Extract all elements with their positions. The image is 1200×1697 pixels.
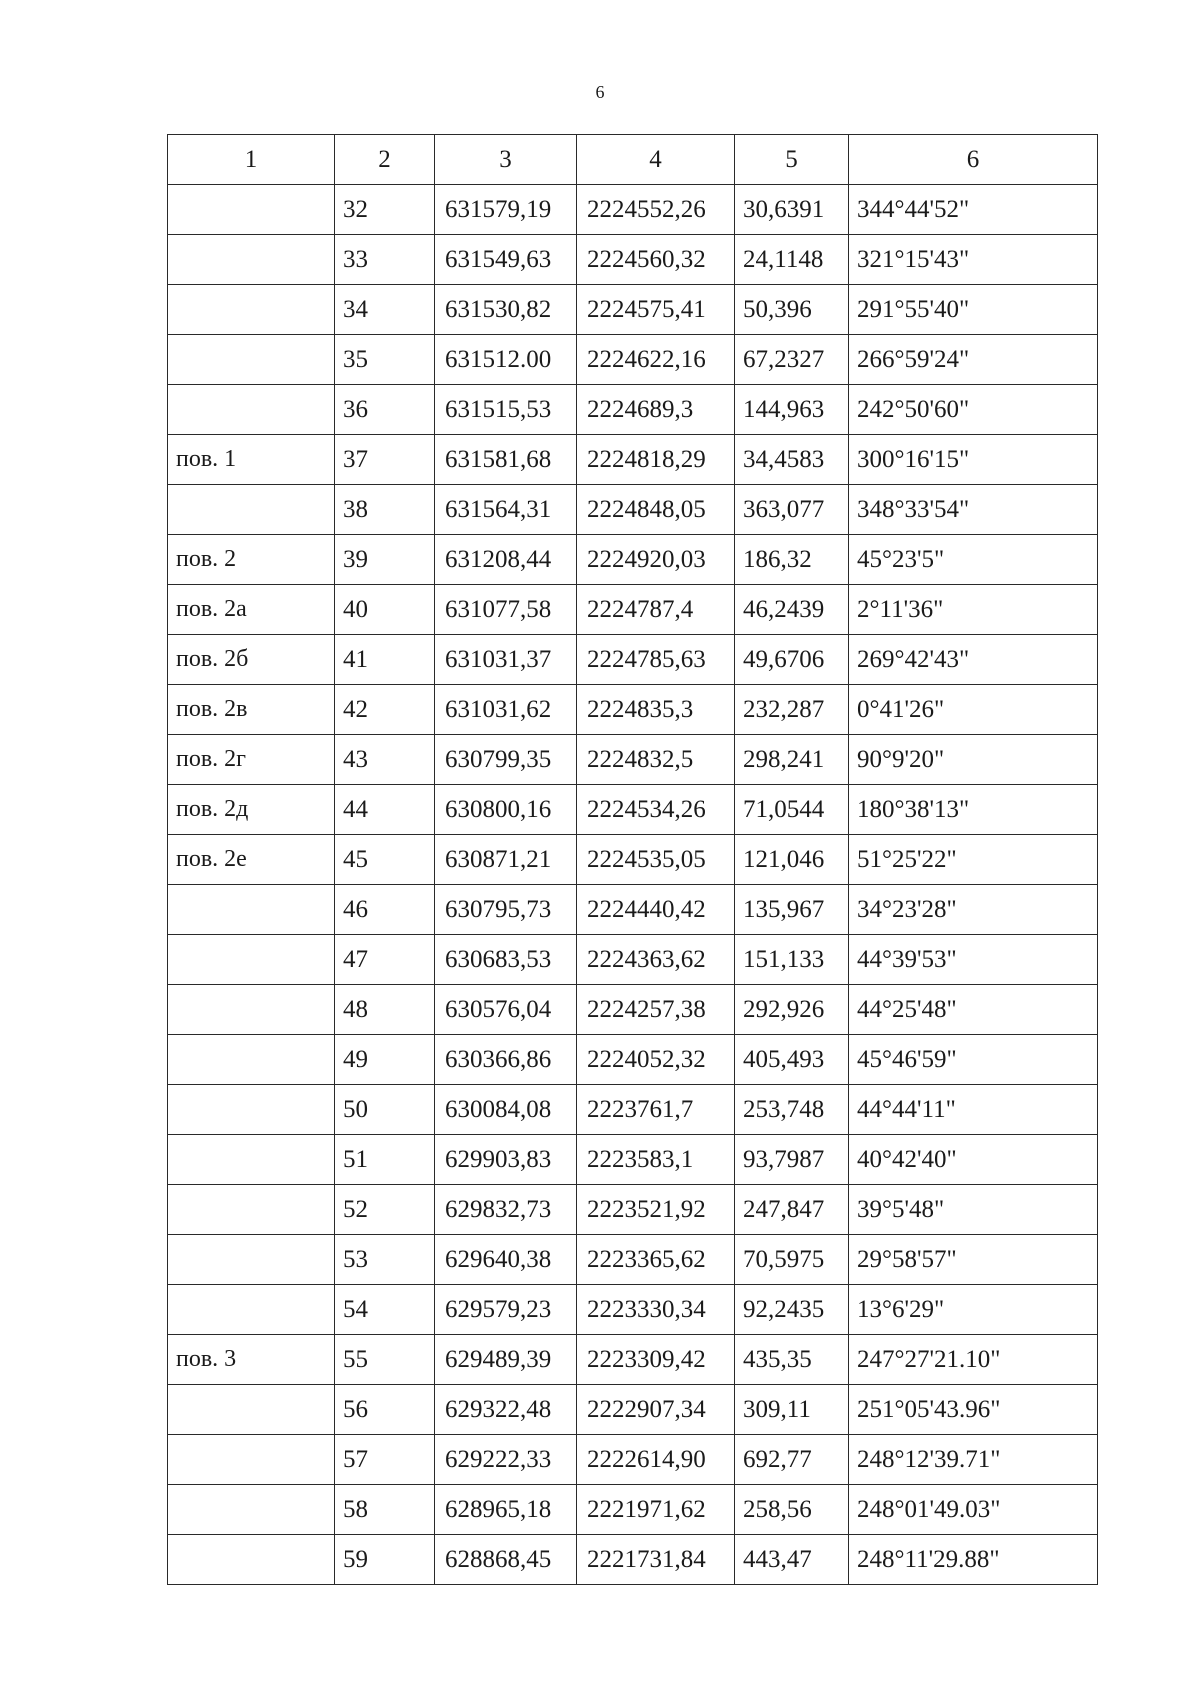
point-number-cell: 51 xyxy=(335,1135,435,1185)
distance-cell: 71,0544 xyxy=(735,785,849,835)
bearing-cell: 0°41'26" xyxy=(849,685,1098,735)
y-coordinate-cell: 2224534,26 xyxy=(577,785,735,835)
distance-cell: 50,396 xyxy=(735,285,849,335)
bearing-cell: 248°12'39.71" xyxy=(849,1435,1098,1485)
point-number-cell: 52 xyxy=(335,1185,435,1235)
header-cell-6: 6 xyxy=(849,135,1098,185)
table-row xyxy=(168,485,1098,535)
y-coordinate-cell: 2224689,3 xyxy=(577,385,735,435)
table-row xyxy=(168,335,1098,385)
distance-cell: 443,47 xyxy=(735,1535,849,1585)
table-row xyxy=(168,735,1098,785)
turn-label-cell xyxy=(168,1485,335,1535)
x-coordinate-cell: 631530,82 xyxy=(435,285,577,335)
bearing-cell: 44°39'53" xyxy=(849,935,1098,985)
point-number-cell: 46 xyxy=(335,885,435,935)
x-coordinate-cell: 629903,83 xyxy=(435,1135,577,1185)
turn-label-cell: пов. 2е xyxy=(168,835,335,885)
table-row xyxy=(168,235,1098,285)
x-coordinate-cell: 630799,35 xyxy=(435,735,577,785)
x-coordinate-cell: 628868,45 xyxy=(435,1535,577,1585)
turn-label-cell xyxy=(168,1085,335,1135)
x-coordinate-cell: 630795,73 xyxy=(435,885,577,935)
bearing-cell: 247°27'21.10" xyxy=(849,1335,1098,1385)
point-number-cell: 58 xyxy=(335,1485,435,1535)
point-number-cell: 34 xyxy=(335,285,435,335)
point-number-cell: 36 xyxy=(335,385,435,435)
table-row xyxy=(168,585,1098,635)
distance-cell: 435,35 xyxy=(735,1335,849,1385)
point-number-cell: 40 xyxy=(335,585,435,635)
point-number-cell: 47 xyxy=(335,935,435,985)
table-row xyxy=(168,785,1098,835)
distance-cell: 70,5975 xyxy=(735,1235,849,1285)
point-number-cell: 45 xyxy=(335,835,435,885)
bearing-cell: 348°33'54" xyxy=(849,485,1098,535)
turn-label-cell: пов. 2б xyxy=(168,635,335,685)
distance-cell: 121,046 xyxy=(735,835,849,885)
y-coordinate-cell: 2224552,26 xyxy=(577,185,735,235)
turn-label-cell xyxy=(168,335,335,385)
page-number: 6 xyxy=(595,82,605,102)
bearing-cell: 242°50'60" xyxy=(849,385,1098,435)
distance-cell: 46,2439 xyxy=(735,585,849,635)
turn-label-cell xyxy=(168,935,335,985)
turn-label-cell xyxy=(168,1035,335,1085)
table-row xyxy=(168,1085,1098,1135)
y-coordinate-cell: 2223365,62 xyxy=(577,1235,735,1285)
table-row xyxy=(168,1485,1098,1535)
x-coordinate-cell: 630871,21 xyxy=(435,835,577,885)
y-coordinate-cell: 2223761,7 xyxy=(577,1085,735,1135)
header-cell-3: 3 xyxy=(435,135,577,185)
table-row xyxy=(168,1385,1098,1435)
point-number-cell: 32 xyxy=(335,185,435,235)
bearing-cell: 34°23'28" xyxy=(849,885,1098,935)
y-coordinate-cell: 2224787,4 xyxy=(577,585,735,635)
x-coordinate-cell: 629222,33 xyxy=(435,1435,577,1485)
table-row xyxy=(168,1235,1098,1285)
point-number-cell: 37 xyxy=(335,435,435,485)
bearing-cell: 291°55'40" xyxy=(849,285,1098,335)
x-coordinate-cell: 631031,62 xyxy=(435,685,577,735)
bearing-cell: 40°42'40" xyxy=(849,1135,1098,1185)
y-coordinate-cell: 2224622,16 xyxy=(577,335,735,385)
distance-cell: 258,56 xyxy=(735,1485,849,1535)
x-coordinate-cell: 631512.00 xyxy=(435,335,577,385)
point-number-cell: 41 xyxy=(335,635,435,685)
y-coordinate-cell: 2224363,62 xyxy=(577,935,735,985)
y-coordinate-cell: 2222614,90 xyxy=(577,1435,735,1485)
y-coordinate-cell: 2224785,63 xyxy=(577,635,735,685)
point-number-cell: 38 xyxy=(335,485,435,535)
bearing-cell: 45°23'5" xyxy=(849,535,1098,585)
x-coordinate-cell: 631581,68 xyxy=(435,435,577,485)
bearing-cell: 300°16'15" xyxy=(849,435,1098,485)
header-cell-5: 5 xyxy=(735,135,849,185)
table-row xyxy=(168,1335,1098,1385)
x-coordinate-cell: 630366,86 xyxy=(435,1035,577,1085)
coordinates-table xyxy=(167,134,1098,1585)
header-cell-1: 1 xyxy=(168,135,335,185)
turn-label-cell xyxy=(168,1435,335,1485)
turn-label-cell xyxy=(168,1235,335,1285)
point-number-cell: 43 xyxy=(335,735,435,785)
x-coordinate-cell: 631031,37 xyxy=(435,635,577,685)
table-row xyxy=(168,935,1098,985)
y-coordinate-cell: 2224440,42 xyxy=(577,885,735,935)
point-number-cell: 48 xyxy=(335,985,435,1035)
distance-cell: 309,11 xyxy=(735,1385,849,1435)
distance-cell: 186,32 xyxy=(735,535,849,585)
distance-cell: 144,963 xyxy=(735,385,849,435)
y-coordinate-cell: 2224818,29 xyxy=(577,435,735,485)
table-row xyxy=(168,885,1098,935)
bearing-cell: 248°01'49.03" xyxy=(849,1485,1098,1535)
table-row xyxy=(168,1535,1098,1585)
table-header-row xyxy=(168,135,1098,185)
bearing-cell: 13°6'29" xyxy=(849,1285,1098,1335)
point-number-cell: 33 xyxy=(335,235,435,285)
header-cell-4: 4 xyxy=(577,135,735,185)
table-row xyxy=(168,1185,1098,1235)
y-coordinate-cell: 2224848,05 xyxy=(577,485,735,535)
table-row xyxy=(168,1285,1098,1335)
distance-cell: 405,493 xyxy=(735,1035,849,1085)
point-number-cell: 39 xyxy=(335,535,435,585)
x-coordinate-cell: 630576,04 xyxy=(435,985,577,1035)
bearing-cell: 2°11'36" xyxy=(849,585,1098,635)
turn-label-cell: пов. 2а xyxy=(168,585,335,635)
bearing-cell: 44°44'11" xyxy=(849,1085,1098,1135)
bearing-cell: 251°05'43.96" xyxy=(849,1385,1098,1435)
y-coordinate-cell: 2221731,84 xyxy=(577,1535,735,1585)
turn-label-cell xyxy=(168,1385,335,1435)
turn-label-cell xyxy=(168,1185,335,1235)
distance-cell: 92,2435 xyxy=(735,1285,849,1335)
x-coordinate-cell: 629489,39 xyxy=(435,1335,577,1385)
x-coordinate-cell: 630683,53 xyxy=(435,935,577,985)
y-coordinate-cell: 2224052,32 xyxy=(577,1035,735,1085)
x-coordinate-cell: 628965,18 xyxy=(435,1485,577,1535)
table-row xyxy=(168,285,1098,335)
turn-label-cell: пов. 2 xyxy=(168,535,335,585)
point-number-cell: 55 xyxy=(335,1335,435,1385)
x-coordinate-cell: 631208,44 xyxy=(435,535,577,585)
point-number-cell: 57 xyxy=(335,1435,435,1485)
y-coordinate-cell: 2224920,03 xyxy=(577,535,735,585)
bearing-cell: 344°44'52" xyxy=(849,185,1098,235)
y-coordinate-cell: 2224575,41 xyxy=(577,285,735,335)
x-coordinate-cell: 631077,58 xyxy=(435,585,577,635)
x-coordinate-cell: 631549,63 xyxy=(435,235,577,285)
table-row xyxy=(168,1035,1098,1085)
bearing-cell: 51°25'22" xyxy=(849,835,1098,885)
bearing-cell: 248°11'29.88" xyxy=(849,1535,1098,1585)
point-number-cell: 35 xyxy=(335,335,435,385)
y-coordinate-cell: 2224832,5 xyxy=(577,735,735,785)
turn-label-cell xyxy=(168,385,335,435)
turn-label-cell xyxy=(168,1535,335,1585)
turn-label-cell xyxy=(168,885,335,935)
y-coordinate-cell: 2224535,05 xyxy=(577,835,735,885)
distance-cell: 24,1148 xyxy=(735,235,849,285)
x-coordinate-cell: 630084,08 xyxy=(435,1085,577,1135)
point-number-cell: 44 xyxy=(335,785,435,835)
x-coordinate-cell: 631564,31 xyxy=(435,485,577,535)
x-coordinate-cell: 629640,38 xyxy=(435,1235,577,1285)
header-cell-2: 2 xyxy=(335,135,435,185)
distance-cell: 298,241 xyxy=(735,735,849,785)
point-number-cell: 42 xyxy=(335,685,435,735)
y-coordinate-cell: 2224835,3 xyxy=(577,685,735,735)
distance-cell: 253,748 xyxy=(735,1085,849,1135)
table-row xyxy=(168,385,1098,435)
y-coordinate-cell: 2223521,92 xyxy=(577,1185,735,1235)
turn-label-cell xyxy=(168,485,335,535)
y-coordinate-cell: 2222907,34 xyxy=(577,1385,735,1435)
distance-cell: 34,4583 xyxy=(735,435,849,485)
distance-cell: 247,847 xyxy=(735,1185,849,1235)
distance-cell: 30,6391 xyxy=(735,185,849,235)
x-coordinate-cell: 629579,23 xyxy=(435,1285,577,1335)
turn-label-cell: пов. 2г xyxy=(168,735,335,785)
turn-label-cell xyxy=(168,235,335,285)
distance-cell: 692,77 xyxy=(735,1435,849,1485)
point-number-cell: 49 xyxy=(335,1035,435,1085)
distance-cell: 151,133 xyxy=(735,935,849,985)
y-coordinate-cell: 2224257,38 xyxy=(577,985,735,1035)
x-coordinate-cell: 631515,53 xyxy=(435,385,577,435)
x-coordinate-cell: 630800,16 xyxy=(435,785,577,835)
bearing-cell: 29°58'57" xyxy=(849,1235,1098,1285)
turn-label-cell: пов. 1 xyxy=(168,435,335,485)
distance-cell: 135,967 xyxy=(735,885,849,935)
table-row xyxy=(168,435,1098,485)
distance-cell: 49,6706 xyxy=(735,635,849,685)
distance-cell: 93,7987 xyxy=(735,1135,849,1185)
x-coordinate-cell: 631579,19 xyxy=(435,185,577,235)
y-coordinate-cell: 2223330,34 xyxy=(577,1285,735,1335)
x-coordinate-cell: 629832,73 xyxy=(435,1185,577,1235)
bearing-cell: 44°25'48" xyxy=(849,985,1098,1035)
table-row xyxy=(168,1135,1098,1185)
table-body xyxy=(168,185,1098,1585)
turn-label-cell: пов. 2в xyxy=(168,685,335,735)
bearing-cell: 180°38'13" xyxy=(849,785,1098,835)
point-number-cell: 59 xyxy=(335,1535,435,1585)
point-number-cell: 56 xyxy=(335,1385,435,1435)
turn-label-cell xyxy=(168,1285,335,1335)
table-row xyxy=(168,535,1098,585)
y-coordinate-cell: 2223583,1 xyxy=(577,1135,735,1185)
y-coordinate-cell: 2224560,32 xyxy=(577,235,735,285)
y-coordinate-cell: 2223309,42 xyxy=(577,1335,735,1385)
distance-cell: 232,287 xyxy=(735,685,849,735)
table-row xyxy=(168,985,1098,1035)
x-coordinate-cell: 629322,48 xyxy=(435,1385,577,1435)
bearing-cell: 39°5'48" xyxy=(849,1185,1098,1235)
turn-label-cell: пов. 2д xyxy=(168,785,335,835)
table-row xyxy=(168,685,1098,735)
bearing-cell: 269°42'43" xyxy=(849,635,1098,685)
turn-label-cell: пов. 3 xyxy=(168,1335,335,1385)
bearing-cell: 321°15'43" xyxy=(849,235,1098,285)
y-coordinate-cell: 2221971,62 xyxy=(577,1485,735,1535)
table-row xyxy=(168,635,1098,685)
bearing-cell: 45°46'59" xyxy=(849,1035,1098,1085)
distance-cell: 292,926 xyxy=(735,985,849,1035)
point-number-cell: 50 xyxy=(335,1085,435,1135)
turn-label-cell xyxy=(168,1135,335,1185)
bearing-cell: 266°59'24" xyxy=(849,335,1098,385)
turn-label-cell xyxy=(168,185,335,235)
table-row xyxy=(168,185,1098,235)
table-row xyxy=(168,1435,1098,1485)
point-number-cell: 54 xyxy=(335,1285,435,1335)
turn-label-cell xyxy=(168,285,335,335)
turn-label-cell xyxy=(168,985,335,1035)
table-row xyxy=(168,835,1098,885)
bearing-cell: 90°9'20" xyxy=(849,735,1098,785)
point-number-cell: 53 xyxy=(335,1235,435,1285)
distance-cell: 67,2327 xyxy=(735,335,849,385)
distance-cell: 363,077 xyxy=(735,485,849,535)
